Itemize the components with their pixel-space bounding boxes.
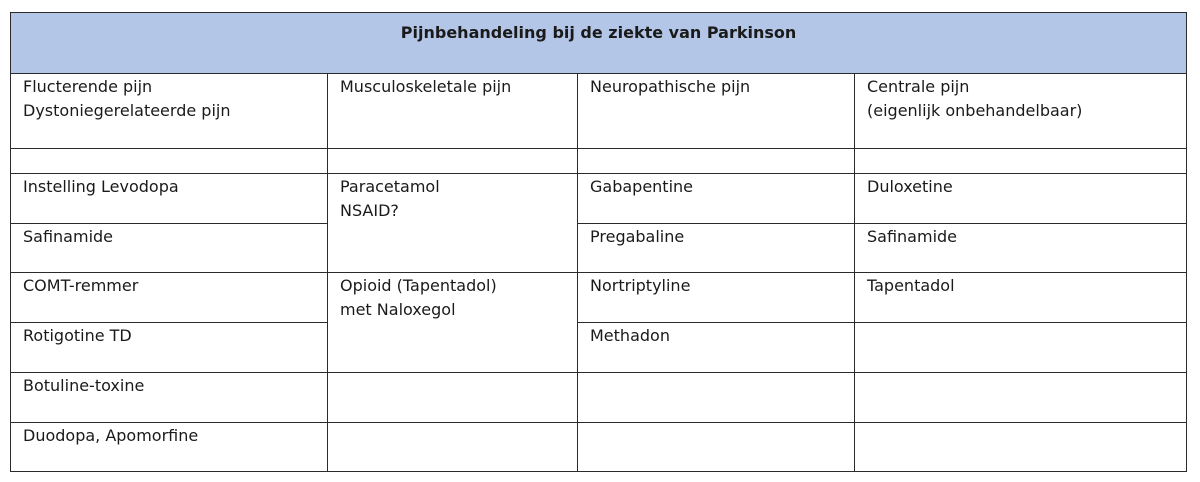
header-fluctuating-pain bbox=[11, 74, 328, 149]
header-line: Dystoniegerelateerde pijn bbox=[23, 101, 231, 120]
table-cell bbox=[11, 373, 328, 423]
table-cell bbox=[11, 174, 328, 224]
table-row bbox=[11, 273, 1187, 323]
table-cell bbox=[328, 174, 578, 273]
table-row bbox=[11, 423, 1187, 472]
table-cell bbox=[11, 224, 328, 273]
header-central-pain bbox=[855, 74, 1187, 149]
cell-text: Paracetamol bbox=[340, 177, 440, 196]
cell-text: Rotigotine TD bbox=[23, 326, 132, 345]
table-cell bbox=[855, 224, 1187, 273]
cell-text: Nortriptyline bbox=[590, 276, 691, 295]
table-cell bbox=[11, 423, 328, 472]
header-line: Flucterende pijn bbox=[23, 77, 153, 96]
table-row bbox=[11, 323, 1187, 373]
cell-text: Instelling Levodopa bbox=[23, 177, 179, 196]
table-cell bbox=[11, 273, 328, 323]
cell-text: COMT-remmer bbox=[23, 276, 139, 295]
table-row bbox=[11, 373, 1187, 423]
table-row bbox=[11, 174, 1187, 224]
empty-cell bbox=[328, 149, 578, 174]
empty-cell bbox=[855, 373, 1187, 423]
header-line: Centrale pijn bbox=[867, 77, 970, 96]
empty-cell bbox=[578, 149, 855, 174]
empty-cell bbox=[855, 323, 1187, 373]
empty-cell bbox=[578, 373, 855, 423]
table-row bbox=[11, 224, 1187, 273]
cell-text: Methadon bbox=[590, 326, 670, 345]
cell-text: Gabapentine bbox=[590, 177, 694, 196]
spacer-row bbox=[11, 149, 1187, 174]
cell-text: Safinamide bbox=[23, 227, 114, 246]
table-cell bbox=[578, 273, 855, 323]
table-cell bbox=[578, 323, 855, 373]
cell-text: Pregabaline bbox=[590, 227, 685, 246]
header-line: Neuropathische pijn bbox=[590, 77, 751, 96]
table-cell bbox=[578, 174, 855, 224]
empty-cell bbox=[328, 423, 578, 472]
pain-treatment-table bbox=[10, 12, 1187, 472]
cell-text: Duodopa, Apomorfine bbox=[23, 426, 199, 445]
empty-cell bbox=[578, 423, 855, 472]
table-title: Pijnbehandeling bij de ziekte van Parkinson bbox=[11, 13, 1187, 74]
cell-text: met Naloxegol bbox=[340, 300, 456, 319]
header-musculoskeletal-pain bbox=[328, 74, 578, 149]
table-cell bbox=[11, 323, 328, 373]
header-neuropathic-pain bbox=[578, 74, 855, 149]
table-cell bbox=[855, 273, 1187, 323]
header-line: (eigenlijk onbehandelbaar) bbox=[867, 101, 1083, 120]
cell-text: Opioid (Tapentadol) bbox=[340, 276, 497, 295]
empty-cell bbox=[11, 149, 328, 174]
table-cell bbox=[855, 174, 1187, 224]
header-line: Musculoskeletale pijn bbox=[340, 77, 512, 96]
empty-cell bbox=[855, 149, 1187, 174]
title-row bbox=[11, 13, 1187, 74]
cell-text: Duloxetine bbox=[867, 177, 953, 196]
header-row bbox=[11, 74, 1187, 149]
table-cell bbox=[328, 273, 578, 373]
table-cell bbox=[578, 224, 855, 273]
cell-text: Safinamide bbox=[867, 227, 958, 246]
cell-text: Tapentadol bbox=[867, 276, 955, 295]
cell-text: Botuline-toxine bbox=[23, 376, 145, 395]
empty-cell bbox=[855, 423, 1187, 472]
empty-cell bbox=[328, 373, 578, 423]
cell-text: NSAID? bbox=[340, 201, 399, 220]
